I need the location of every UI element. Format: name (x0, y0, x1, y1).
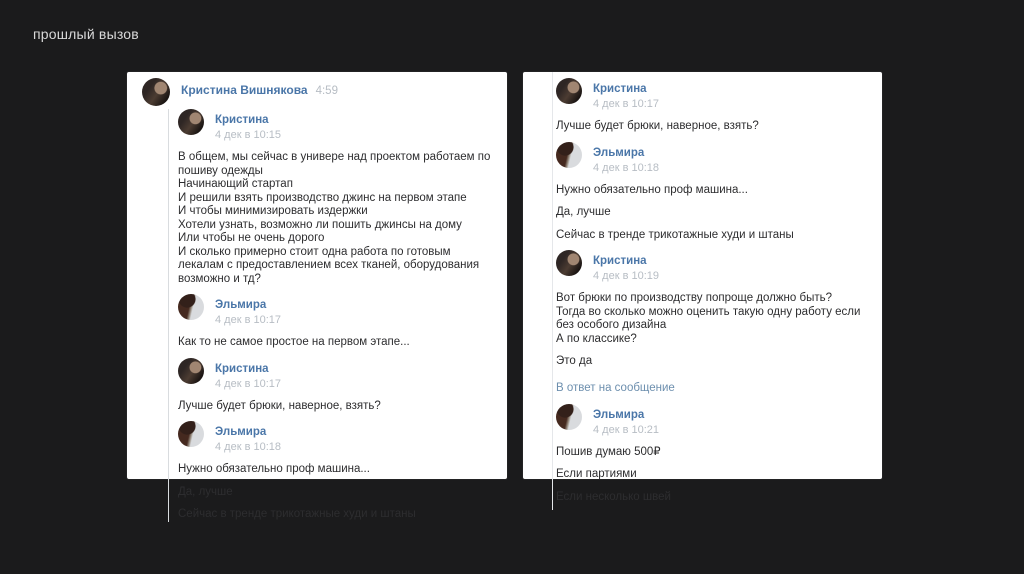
user-avatar[interactable] (178, 358, 204, 384)
message-date: 4 дек в 10:21 (593, 423, 660, 436)
message-bubble (178, 151, 493, 286)
message-text: Пошив думаю 500₽ (556, 445, 661, 458)
message-text: Или чтобы не очень дорого (178, 232, 325, 244)
message-bubble (556, 491, 870, 505)
message-text: В общем, мы сейчас в универе над проектом работаем по пошиву одежды (178, 151, 491, 177)
message-date: 4 дек в 10:19 (593, 270, 660, 282)
message-text: Хотели узнать, возможно ли пошить джинсы на дому (178, 218, 462, 231)
message-bubble (556, 229, 870, 243)
message-group (178, 421, 493, 522)
chat-screenshot-left (127, 72, 507, 520)
author-name-link[interactable]: Эльмира (215, 426, 267, 438)
message-bubble (556, 355, 870, 369)
message-text: И сколько примерно стоит одна работа по готовым лекалам с предоставлением всех тканей, оборудования возможно и тд? (178, 245, 480, 285)
author-name-link[interactable]: Кристина (215, 362, 269, 375)
message-bubble (178, 463, 493, 477)
message-text: А по классике? (556, 332, 637, 345)
message-header (556, 250, 870, 283)
message-text: Как то не самое простое на первом этапе... (178, 336, 410, 348)
message-text: Начинающий стартап (178, 178, 293, 190)
message-date: 4 дек в 10:17 (593, 98, 660, 110)
message-group (556, 404, 870, 505)
message-text: Лучше будет брюки, наверное, взять? (556, 120, 759, 132)
message-group (556, 78, 870, 134)
message-group (556, 142, 870, 243)
author-name-link[interactable]: Эльмира (593, 408, 645, 421)
message-header (556, 78, 870, 111)
message-bubble (556, 120, 870, 134)
message-bubble (178, 336, 493, 350)
message-text: И чтобы минимизировать издержки (178, 205, 368, 217)
user-avatar[interactable] (556, 142, 582, 168)
message-text: Лучше будет брюки, наверное, взять? (178, 399, 381, 412)
forwarded-messages (168, 109, 493, 522)
message-time: 4:59 (315, 85, 338, 97)
author-name-link[interactable]: Кристина (593, 255, 647, 267)
message-group (178, 109, 493, 286)
chat-author-name[interactable]: Кристина Вишнякова (181, 83, 308, 97)
message-text: Да, лучше (556, 206, 611, 218)
author-name-link[interactable]: Эльмира (215, 299, 267, 311)
author-name-link[interactable]: Кристина (593, 83, 647, 95)
message-text: Нужно обязательно проф машина... (556, 183, 748, 196)
user-avatar[interactable] (556, 78, 582, 104)
message-group (178, 294, 493, 350)
author-name-link[interactable]: Эльмира (593, 146, 645, 159)
message-text: Если несколько швей (556, 490, 671, 503)
message-text: И решили взять производство джинс на первом этапе (178, 191, 467, 204)
message-bubble (556, 378, 870, 396)
message-list (552, 72, 882, 510)
reply-to-message-link[interactable]: В ответ на сообщение (556, 381, 675, 394)
message-group (556, 250, 870, 396)
message-bubble (178, 400, 493, 414)
message-header (178, 358, 493, 391)
message-group (178, 358, 493, 414)
message-date: 4 дек в 10:18 (593, 161, 660, 174)
author-name-link[interactable]: Кристина (215, 114, 269, 126)
message-bubble (556, 292, 870, 346)
user-avatar[interactable] (178, 294, 204, 320)
message-text: Сейчас в тренде трикотажные худи и штаны (556, 228, 794, 241)
message-date: 4 дек в 10:17 (215, 314, 282, 326)
message-date: 4 дек в 10:15 (215, 129, 282, 141)
message-header (178, 294, 493, 327)
user-avatar[interactable] (556, 404, 582, 430)
user-avatar[interactable] (178, 109, 204, 135)
message-text: Тогда во сколько можно оценить такую одну работу если без особого дизайна (556, 305, 861, 331)
message-date: 4 дек в 10:18 (215, 441, 282, 453)
message-text: Нужно обязательно проф машина... (178, 463, 370, 475)
message-header (556, 404, 870, 437)
message-bubble (556, 446, 870, 460)
message-bubble (178, 508, 493, 522)
message-text: Сейчас в тренде трикотажные худи и штаны (178, 508, 416, 520)
slide-title: прошлый вызов (33, 26, 139, 42)
message-text: Да, лучше (178, 485, 233, 498)
chat-screenshot-right (523, 72, 882, 503)
message-bubble (556, 184, 870, 198)
message-header (556, 142, 870, 175)
message-text: Это да (556, 355, 593, 367)
message-text: Если партиями (556, 468, 637, 480)
message-header (178, 109, 493, 142)
message-bubble (556, 206, 870, 220)
chat-header (142, 78, 493, 106)
user-avatar[interactable] (178, 421, 204, 447)
message-bubble (178, 486, 493, 500)
message-bubble (556, 468, 870, 482)
message-header (178, 421, 493, 454)
user-avatar[interactable] (556, 250, 582, 276)
message-date: 4 дек в 10:17 (215, 377, 282, 390)
user-avatar[interactable] (142, 78, 170, 106)
message-text: Вот брюки по производству попроще должно быть? (556, 292, 832, 304)
